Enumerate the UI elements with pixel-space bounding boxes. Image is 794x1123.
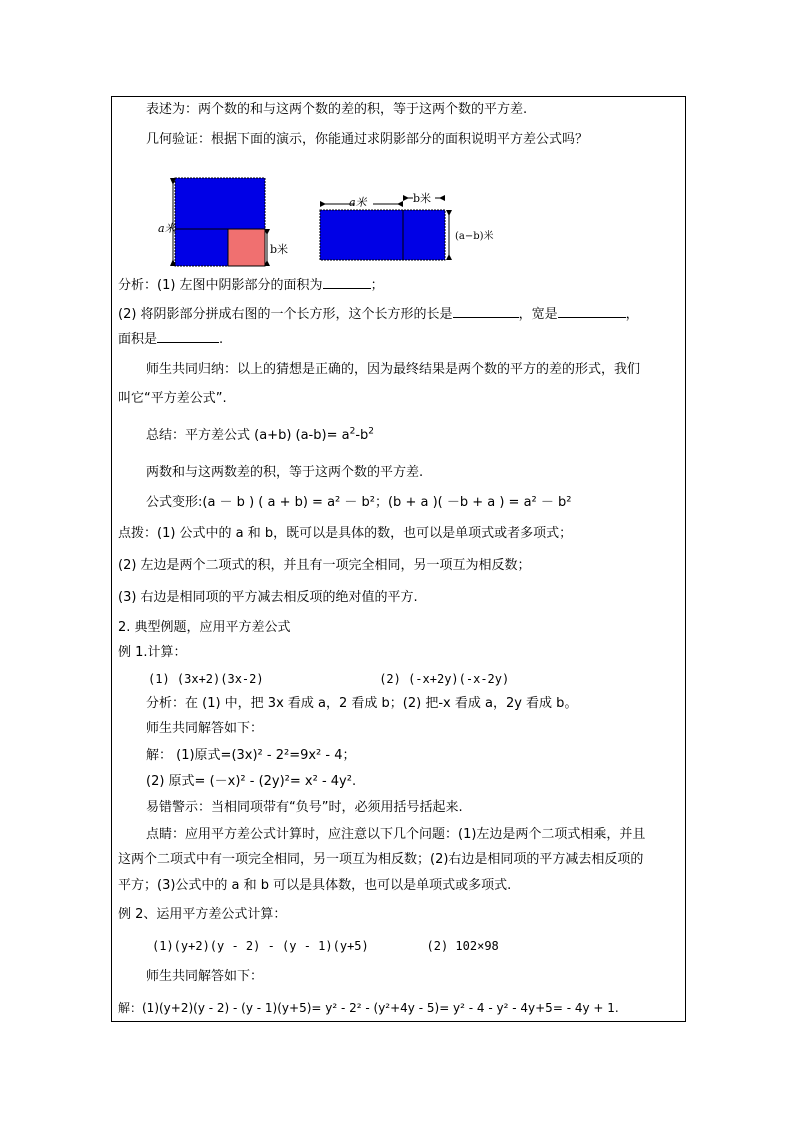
answer-blank-1[interactable] xyxy=(323,276,371,289)
analysis-2: (2) 将阴影部分拼成右图的一个长方形，这个长方形的长是 ，宽是 ， xyxy=(118,307,639,322)
example-2-title: 例 2、运用平方差公式计算： xyxy=(118,907,287,922)
example-2-solution: 解：(1)(y+2)(y - 2) - (y - 1)(y+5)= y² - 2² - (y²+4y - 5)= y² - 4 - y² - 4y+5= - 4y + 1. xyxy=(118,1001,619,1015)
long-rectangle xyxy=(320,210,445,260)
answer-blank-length[interactable] xyxy=(453,305,519,318)
key-point-2: 这两个二项式中有一项完全相同，另一项互为相反数；(2)右边是相同项的平方减去相反项的 xyxy=(118,852,644,867)
geometry-question: 几何验证：根据下面的演示，你能通过求阴影部分的面积说明平方差公式吗？ xyxy=(146,132,589,147)
right-a-label: a米 xyxy=(349,196,367,209)
right-b-label: b米 xyxy=(413,192,432,205)
left-b-label: b米 xyxy=(270,243,289,256)
induction-line-1: 师生共同归纳：以上的猜想是正确的，因为最终结果是两个数的平方的差的形式，我们 xyxy=(146,362,641,377)
tip-2: (2) 左边是两个二项式的积，并且有一项完全相同，另一项互为相反数； xyxy=(118,558,531,573)
section-heading: 2. 典型例题，应用平方差公式 xyxy=(118,620,291,635)
statement-line: 表述为：两个数的和与这两个数的差的积，等于这两个数的平方差. xyxy=(146,102,528,117)
left-a-label: a米 xyxy=(158,222,176,235)
formula-variant: 公式变形:(a － b ) ( a + b) = a² － b²；(b + a )( －b + a ) = a² － b² xyxy=(146,495,572,510)
answer-blank-area[interactable] xyxy=(157,330,219,343)
example-1-intro: 师生共同解答如下： xyxy=(146,721,264,736)
warning-line: 易错警示：当相同项带有“负号”时，必须用括号括起来. xyxy=(146,800,463,815)
example-1-solution-1: 解： (1)原式=(3x)² - 2²=9x² - 4； xyxy=(146,748,356,763)
example-1-questions: (1) (3x+2)(3x-2) (2) (-x+2y)(-x-2y) xyxy=(148,672,510,686)
example-1-title: 例 1.计算： xyxy=(118,645,187,660)
summary-formula: 总结：平方差公式 (a+b) $(a-b)= a^2-b^2$ xyxy=(146,426,374,443)
key-point-1: 点睛：应用平方差公式计算时，应注意以下几个问题：(1)左边是两个二项式相乘，并且 xyxy=(146,827,646,842)
analysis-1: 分析：(1) 左图中阴影部分的面积为 ； xyxy=(118,278,384,293)
example-1-analysis: 分析：在 (1) 中，把 3x 看成 a，2 看成 b；(2) 把-x 看成 a，2y 看成 b。 xyxy=(146,696,578,711)
right-ab-label: (a−b)米 xyxy=(455,231,494,242)
key-point-3: 平方；(3)公式中的 a 和 b 可以是具体数，也可以是单项式或多项式. xyxy=(118,878,512,893)
analysis-3: 面积是 . xyxy=(118,332,224,347)
tip-1: 点拨：(1) 公式中的 a 和 b，既可以是具体的数，也可以是单项式或者多项式； xyxy=(118,526,573,541)
example-1-solution-2: (2) 原式= (－x)² - (2y)²= x² - 4y². xyxy=(146,774,357,789)
answer-blank-width[interactable] xyxy=(558,305,626,318)
small-square-shaded xyxy=(228,229,265,266)
summary-text: 两数和与这两数差的积，等于这两个数的平方差. xyxy=(146,465,424,480)
tip-3: (3) 右边是相同项的平方减去相反项的绝对值的平方. xyxy=(118,590,418,605)
induction-line-2: 叫它“平方差公式”. xyxy=(118,391,227,406)
right-rect-figure xyxy=(315,190,455,265)
example-2-intro: 师生共同解答如下： xyxy=(146,969,264,984)
example-2-questions: (1)(y+2)(y - 2) - (y - 1)(y+5) (2) 102×98 xyxy=(152,939,499,953)
